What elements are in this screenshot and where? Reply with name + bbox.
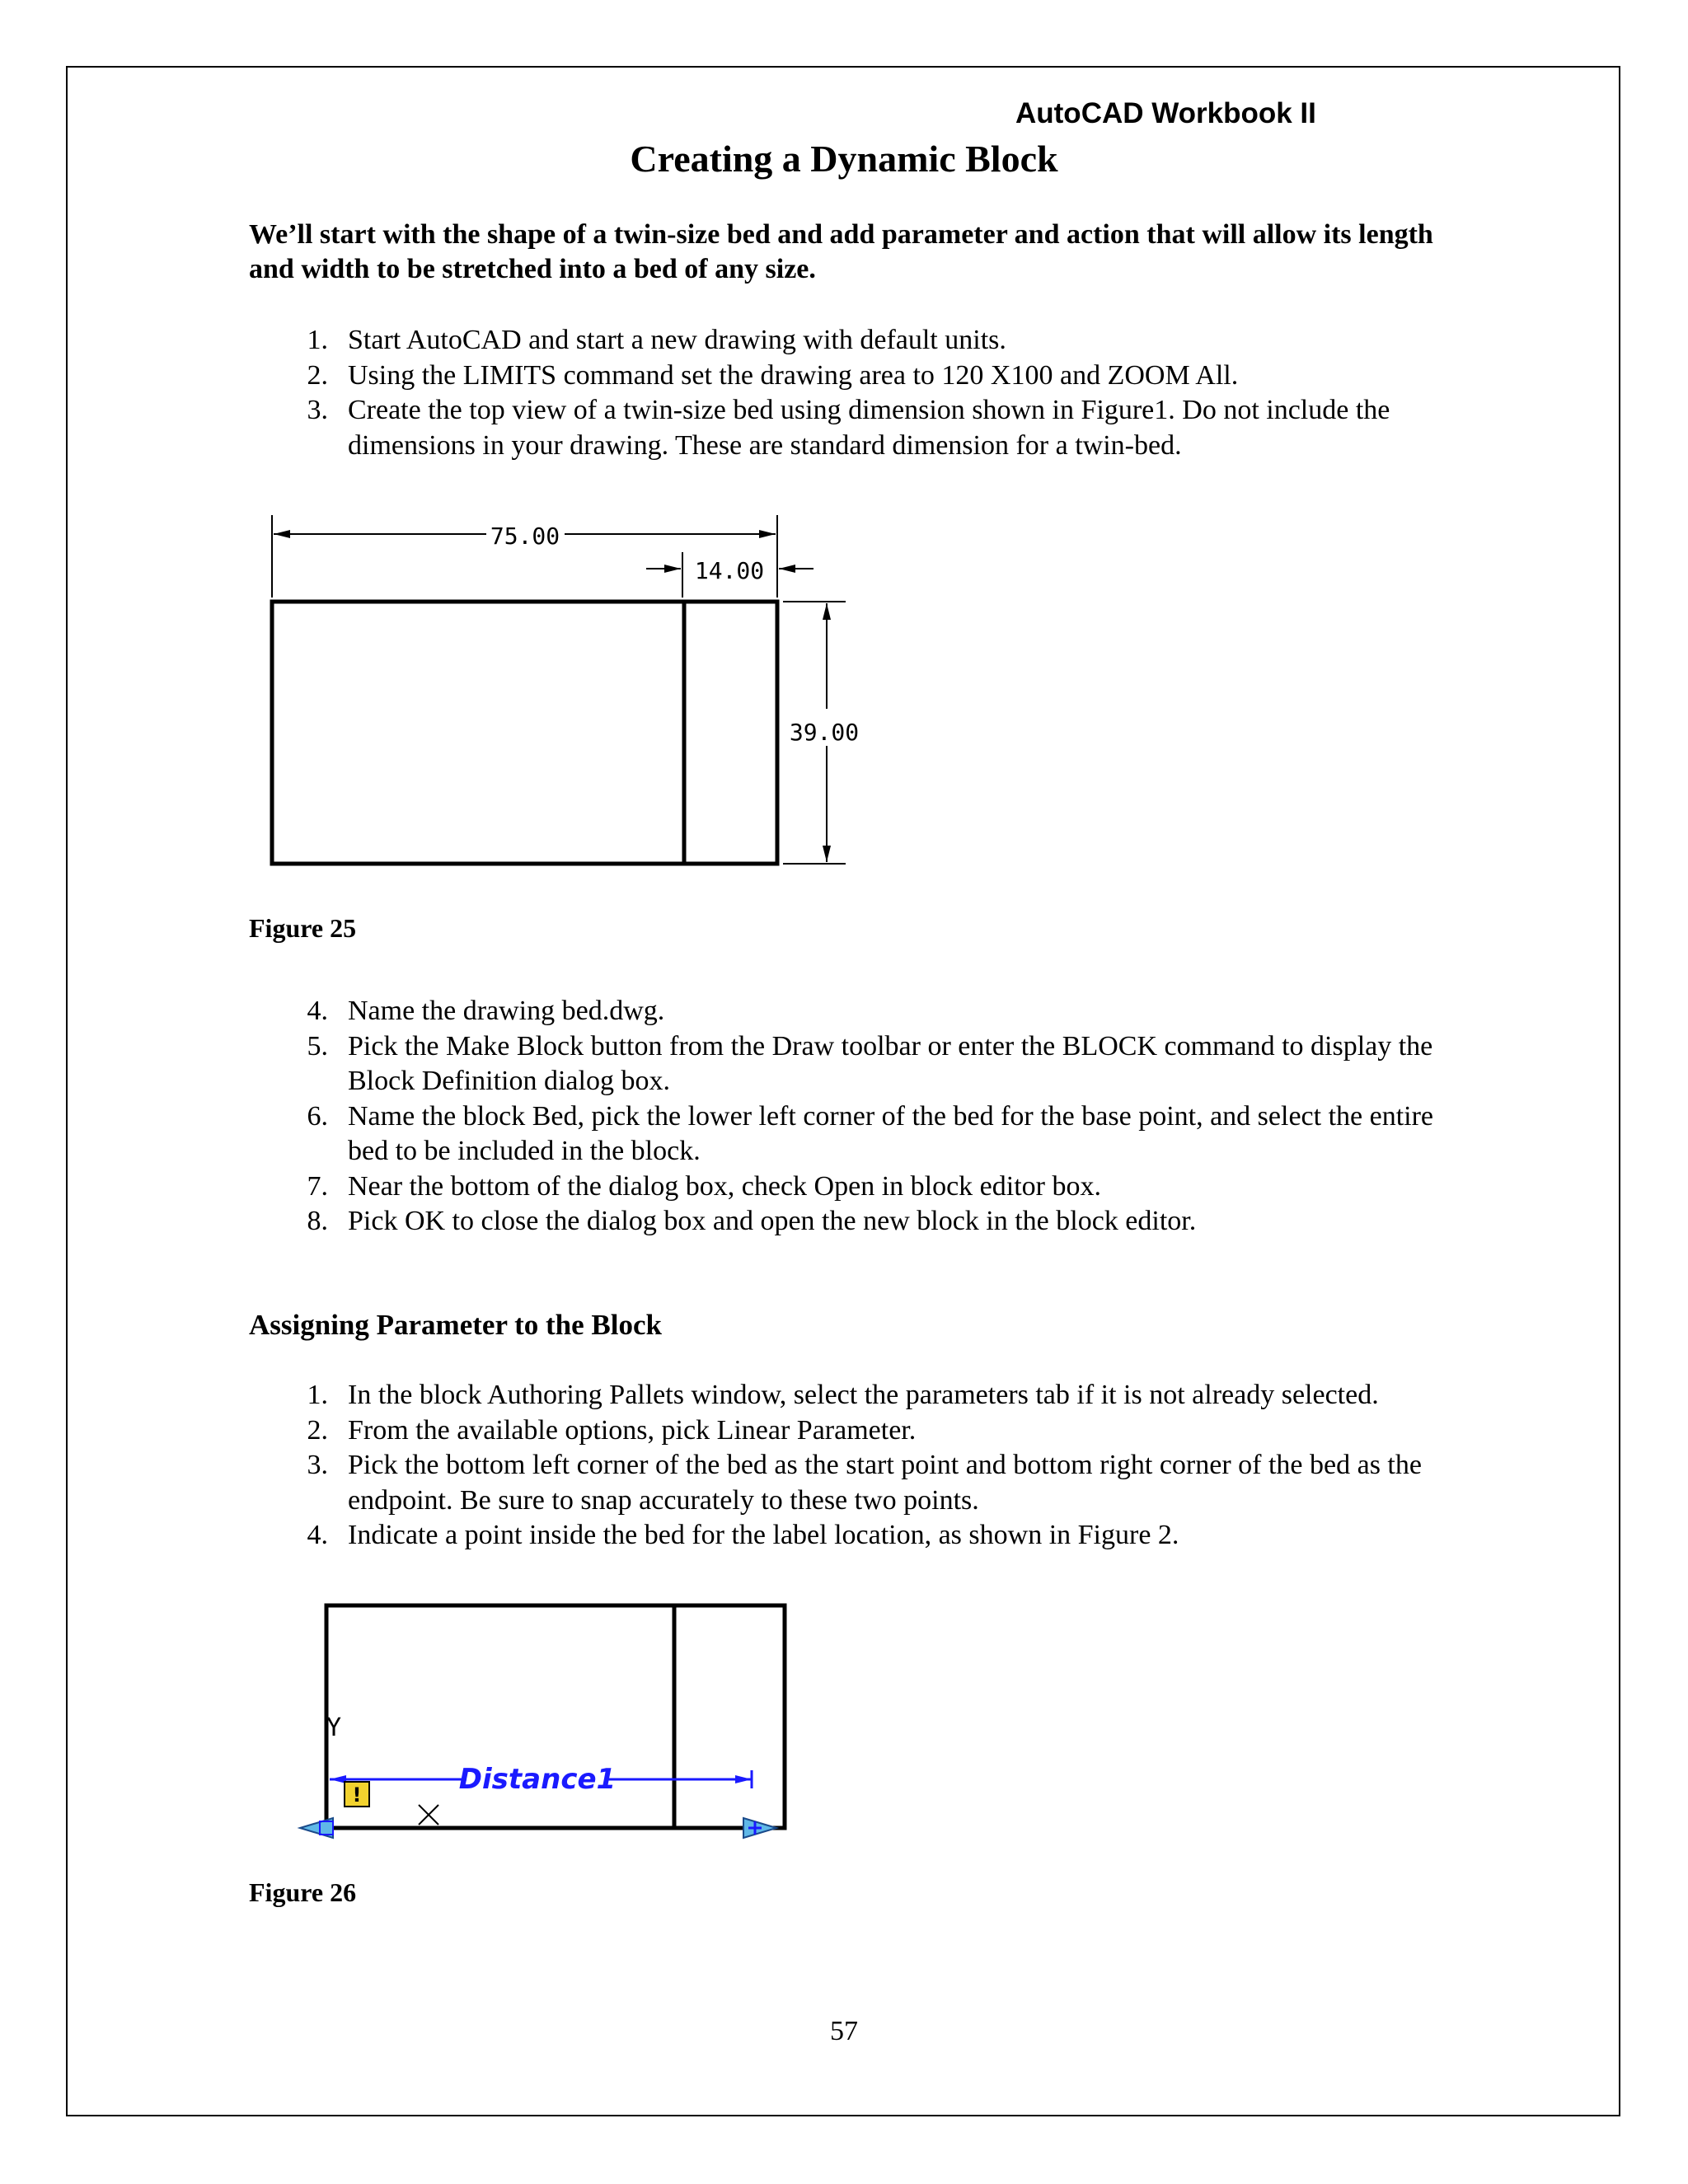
page-number: 57 [830, 2016, 858, 2046]
list-item: 3. Create the top view of a twin-size bed using dimension shown in Figure1. Do not include the dimensions in your drawing. These are standard dimension for a twin-bed. [307, 395, 1390, 461]
page-title: Creating a Dynamic Block [630, 138, 1058, 180]
steps-list-1 [249, 323, 1469, 463]
list-item: 2. Using the LIMITS command set the drawing area to 120 X100 and ZOOM All. [307, 359, 1239, 391]
figure-25-caption: Figure 25 [249, 913, 357, 943]
list-item: 6. Name the block Bed, pick the lower left corner of the bed for the base point, and select the entire bed to be included in the block. [307, 1100, 1434, 1166]
list-item: 4. Name the drawing bed.dwg. [307, 996, 665, 1026]
arrowhead-icon [759, 530, 776, 538]
section-heading: Assigning Parameter to the Block [249, 1309, 662, 1341]
list-item: 1. Start AutoCAD and start a new drawing with default units. [307, 325, 1006, 355]
alert-symbol: ! [352, 1783, 362, 1807]
figure-26-caption: Figure 26 [249, 1877, 357, 1907]
list-item: 5. Pick the Make Block button from the Draw toolbar or enter the BLOCK command to display the Block Definition dialog box. [307, 1030, 1433, 1096]
dim-width-label: 39.00 [789, 719, 860, 746]
bed-outline [272, 602, 777, 864]
figure-26-block-editor [297, 1599, 791, 1846]
list-item: 1. In the block Authoring Pallets window, select the parameters tab if it is not already selected. [307, 1380, 1379, 1410]
arrowhead-icon [274, 530, 290, 538]
arrowhead-icon [735, 1775, 752, 1783]
intro-paragraph: We’ll start with the shape of a twin-size bed and add parameter and action that will allow its length and width to be stretched into a bed of any size. [249, 219, 1433, 284]
arrowhead-icon [823, 603, 831, 620]
dim-length-label: 75.00 [490, 523, 560, 550]
parameter-label: Distance1 [458, 1763, 617, 1796]
arrowhead-icon [664, 565, 681, 573]
list-item: 7. Near the bottom of the dialog box, check Open in block editor box. [307, 1170, 1101, 1202]
figure-25-bed-drawing [247, 503, 890, 874]
running-header: AutoCAD Workbook II [1015, 97, 1316, 129]
arrowhead-icon [823, 846, 831, 862]
steps-list-3 [249, 1378, 1469, 1554]
ucs-y-label: Y [326, 1713, 342, 1742]
list-item: 8. Pick OK to close the dialog box and open the new block in the block editor. [307, 1206, 1197, 1236]
arrowhead-icon [779, 565, 795, 573]
steps-list-2 [249, 994, 1469, 1240]
list-item: 2. From the available options, pick Linear Parameter. [307, 1414, 917, 1446]
dim-pillow-label: 14.00 [694, 557, 765, 584]
list-item: 4. Indicate a point inside the bed for the label location, as shown in Figure 2. [307, 1520, 1179, 1550]
list-item: 3. Pick the bottom left corner of the bed as the start point and bottom right corner of the bed as the endpoint. Be sure to snap accurately to these two points. [307, 1450, 1422, 1516]
